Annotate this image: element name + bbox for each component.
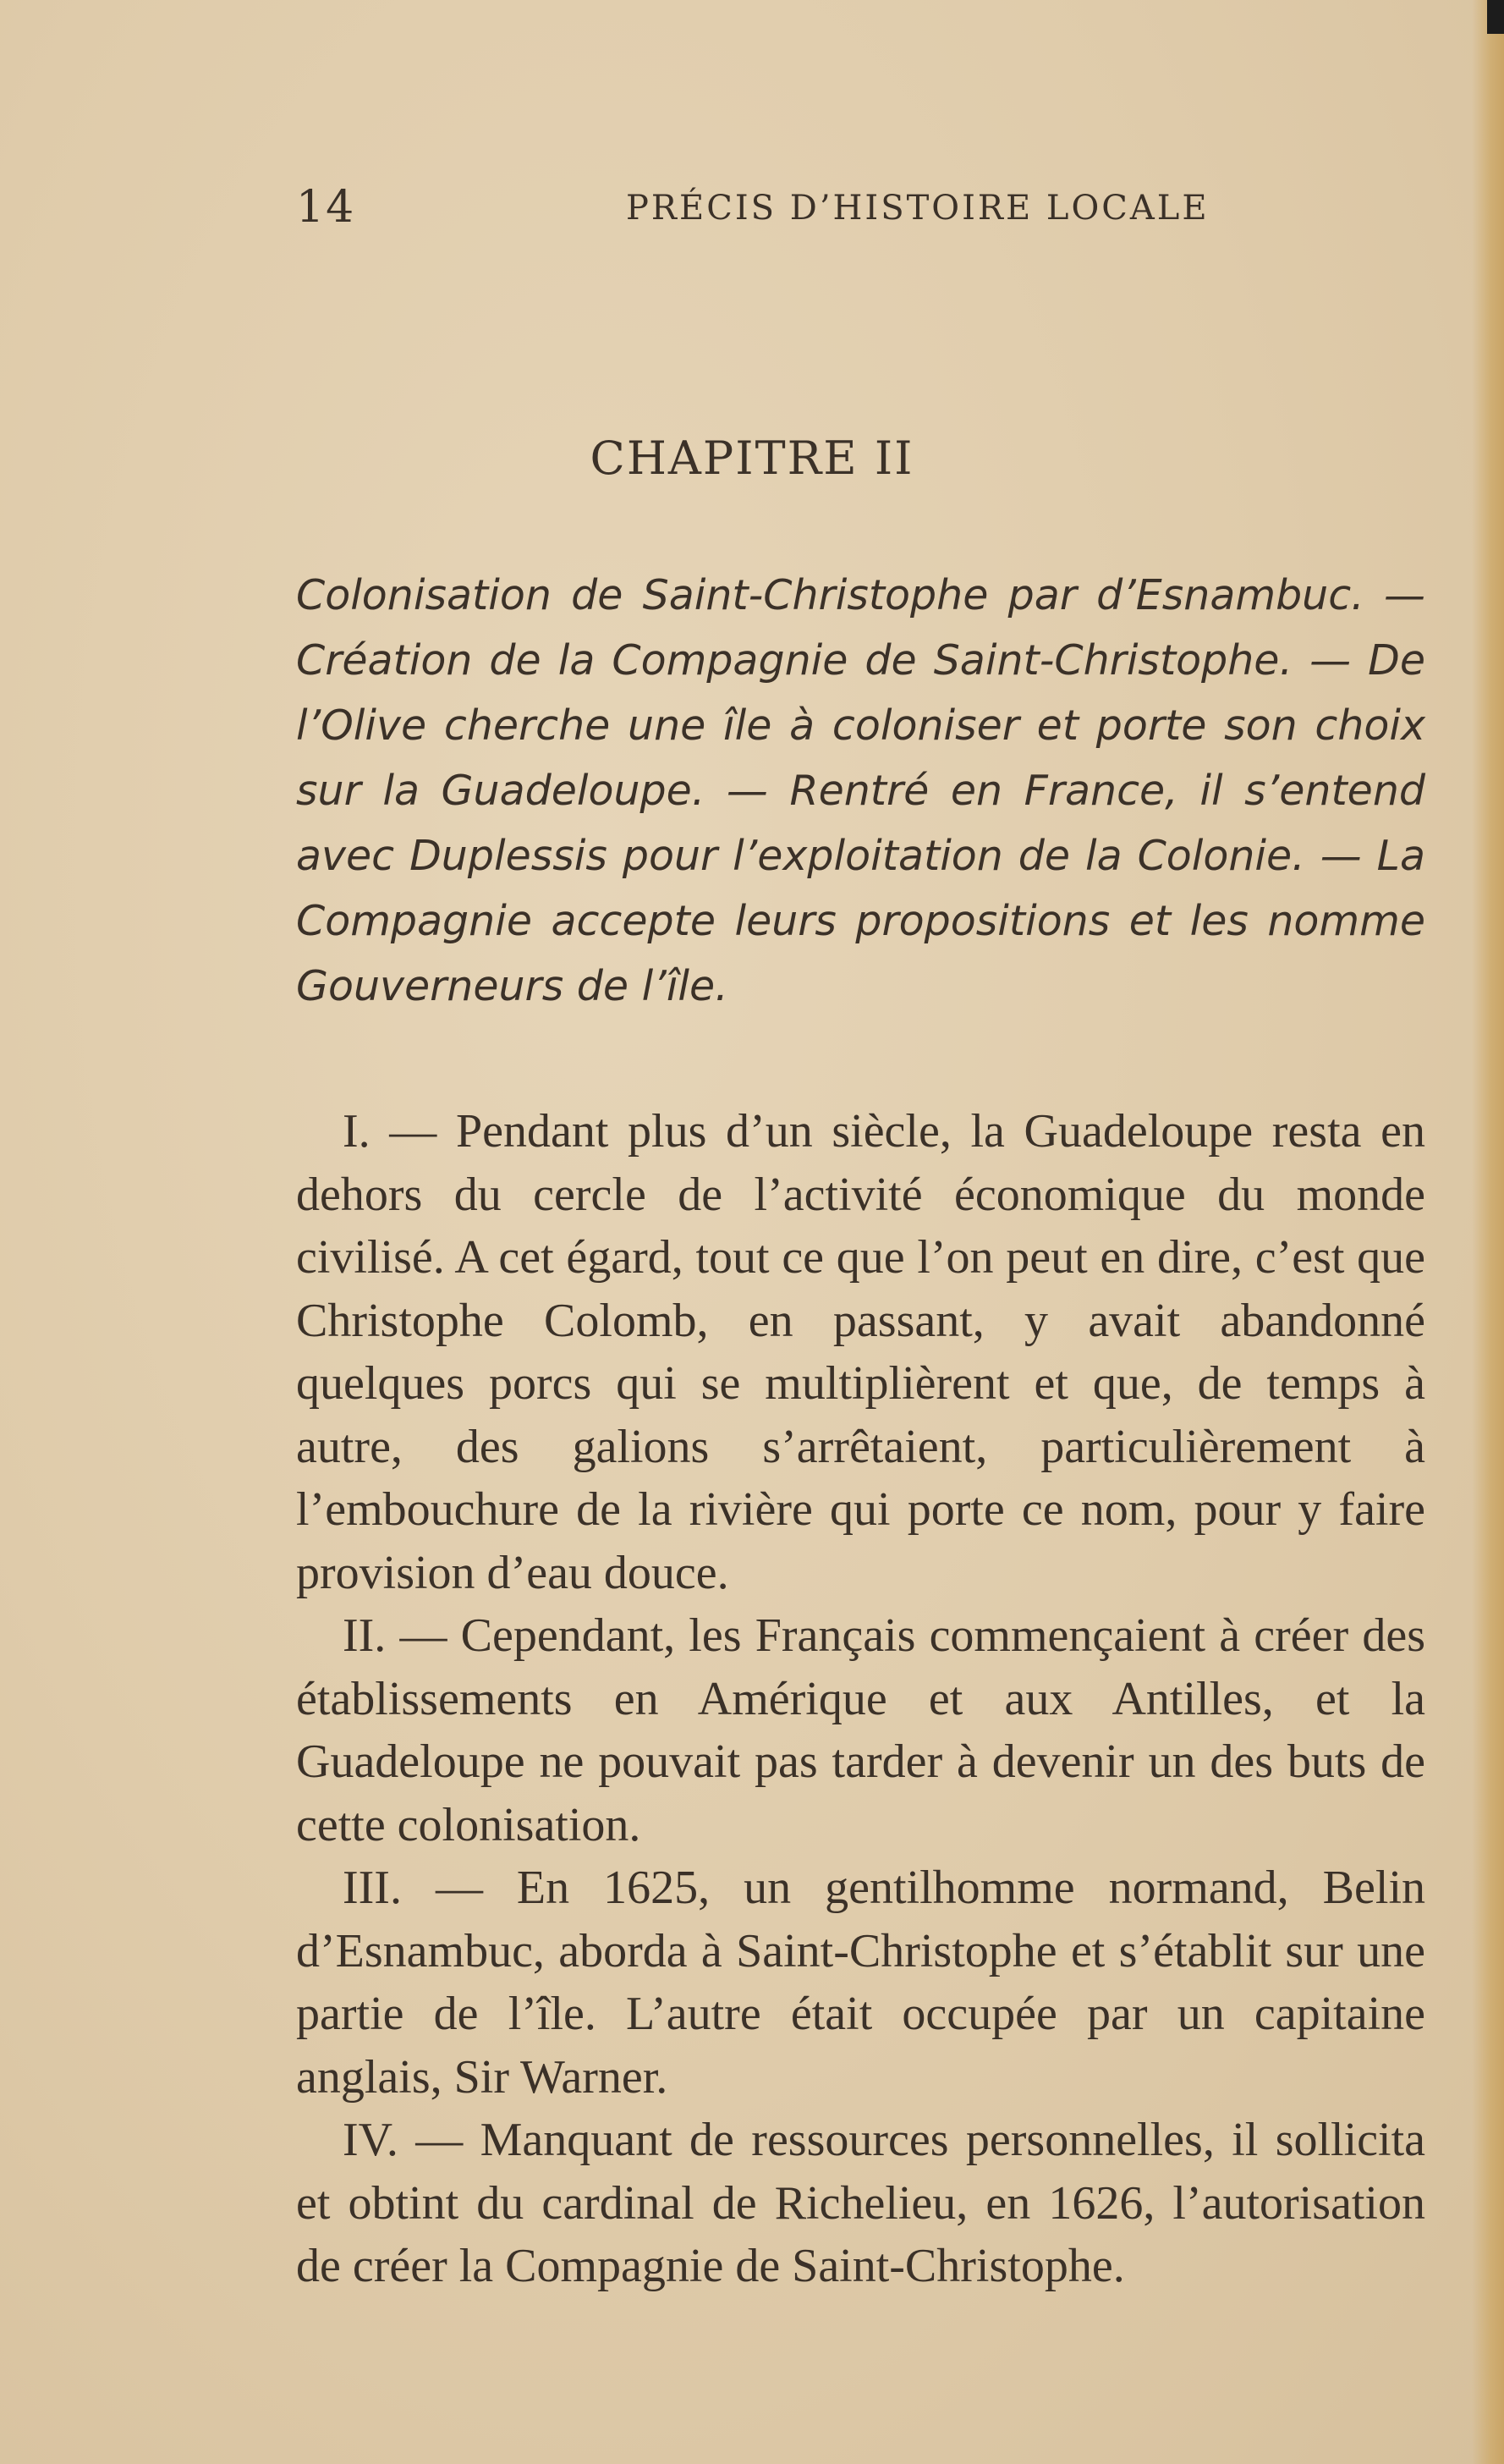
scan-corner — [1487, 0, 1504, 34]
chapter-title: CHAPITRE II — [590, 432, 914, 485]
page-edge-shadow — [1472, 0, 1504, 2464]
paragraph-3: III. — En 1625, un gentilhomme normand, Belin d’Esnambuc, aborda à Saint-Christophe et s’établit sur une partie de l’île. L’autre était occupée par un capitaine anglais, Sir Warner. — [296, 1862, 1425, 2104]
chapter-summary-text: Colonisation de Saint-Christophe par d’Esnambuc. — Création de la Compagnie de Saint-Christophe. — De l’Olive cherche une île à coloniser et porte son choix sur la Guadeloupe. — Rentré en France, il s’entend avec Duplessis pour l’exploitation de la Colonie. — La Compagnie accepte leurs propositions et les nomme Gouverneurs de l’île. — [296, 571, 1425, 1010]
page-number: 14 — [296, 182, 356, 233]
chapter-summary — [296, 563, 1425, 1019]
body-text — [296, 1100, 1425, 2298]
running-title: PRÉCIS D’HISTOIRE LOCALE — [626, 189, 1210, 228]
paragraph-4: IV. — Manquant de ressources personnelles, il sollicita et obtint du cardinal de Richelieu, en 1626, l’autorisation de créer la Compagnie de Saint-Christophe. — [296, 2114, 1425, 2292]
page-header — [296, 182, 1421, 241]
paragraph-2: II. — Cependant, les Français commençaient à créer des établissements en Amérique et aux Antilles, et la Guadeloupe ne pouvait pas tarder à devenir un des buts de cette colonisation. — [296, 1609, 1425, 1851]
paragraph-1: I. — Pendant plus d’un siècle, la Guadeloupe resta en dehors du cercle de l’activité économique du monde civilisé. A cet égard, tout ce que l’on peut en dire, c’est que Christophe Colomb, en passant, y avait abandonné quelques porcs qui se multiplièrent et que, de temps à autre, des galions s’arrêtaient, particulièrement à l’embouchure de la rivière qui porte ce nom, pour y faire provision d’eau douce. — [296, 1105, 1425, 1599]
